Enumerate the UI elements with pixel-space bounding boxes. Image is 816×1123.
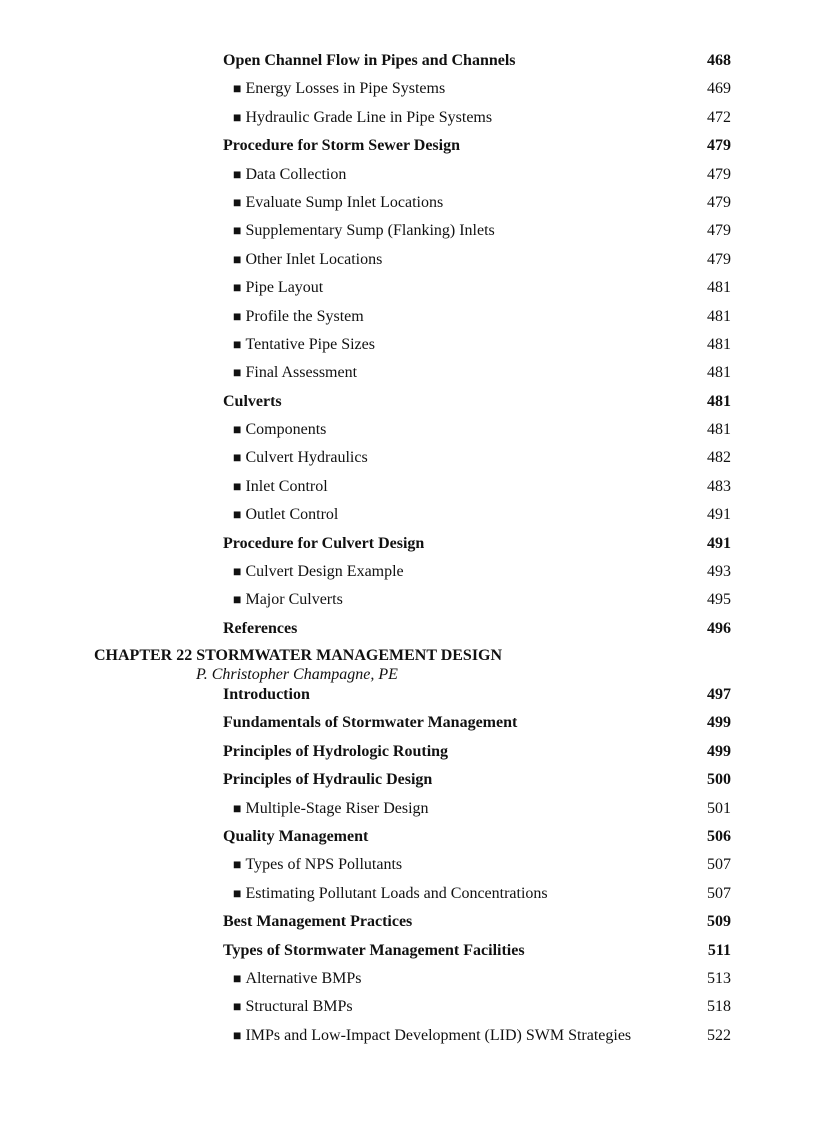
toc-entry-label: References [223,619,298,637]
bullet-icon: ■ [233,110,242,126]
toc-page-number: 501 [707,799,731,817]
toc-page-number: 481 [707,421,731,439]
toc-page-number: 495 [707,591,731,609]
toc-page-number: 481 [707,364,731,382]
toc-subsection-row [223,965,731,993]
toc-entry-label: Quality Management [223,827,369,845]
toc-page-number: 468 [707,52,731,69]
toc-entry-label: Best Management Practices [223,913,413,931]
toc-entry-label: Types of Stormwater Management Facilities [223,941,525,959]
toc-subsection-row [223,189,731,217]
toc-page-number: 522 [707,1026,731,1044]
toc-page-number: 497 [707,686,731,703]
toc-subsection-row [223,416,731,444]
toc-entry [223,303,364,332]
toc-chapter-21-entries [223,47,731,643]
toc-page-number: 479 [707,165,731,183]
toc-entry-label: Data Collection [245,165,347,183]
bullet-icon: ■ [233,195,242,211]
toc-entry-label: Evaluate Sump Inlet Locations [245,193,444,211]
toc-subsection-row [223,501,731,529]
toc-entry-label: Types of NPS Pollutants [245,856,403,874]
toc-entry [223,709,517,737]
bullet-icon: ■ [233,971,242,987]
toc-page-number: 479 [707,222,731,240]
toc-section-row [223,937,731,965]
toc-entry-label: Hydraulic Grade Line in Pipe Systems [245,108,493,126]
toc-page-number: 500 [707,771,731,789]
toc-entry [223,217,495,246]
toc-subsection-row [223,795,731,823]
toc-subsection-row [223,473,731,501]
toc-entry [223,795,429,824]
toc-entry [223,331,375,360]
toc-entry [223,189,443,218]
toc-subsection-row [223,161,731,189]
bullet-icon: ■ [233,565,242,581]
toc-entry [223,246,382,275]
toc-subsection-row [223,993,731,1021]
toc-entry-label: Principles of Hydrologic Routing [223,742,449,760]
bullet-icon: ■ [233,224,242,240]
toc-entry [223,274,323,303]
bullet-icon: ■ [233,423,242,439]
bullet-icon: ■ [233,451,242,467]
toc-entry [223,766,432,794]
toc-subsection-row [223,1022,731,1050]
toc-entry-label: Major Culverts [245,591,343,609]
toc-entry [223,132,460,160]
toc-entry-label: Supplementary Sump (Flanking) Inlets [245,222,495,240]
bullet-icon: ■ [233,82,242,98]
toc-entry [223,530,424,558]
bullet-icon: ■ [233,309,242,325]
toc-section-row [223,681,731,709]
bullet-icon: ■ [233,886,242,902]
toc-section-row [223,766,731,794]
toc-entry-label: Fundamentals of Stormwater Management [223,714,518,732]
toc-page-number: 496 [707,619,731,637]
toc-section-row [223,388,731,416]
toc-entry-label: Energy Losses in Pipe Systems [245,80,446,98]
toc-subsection-row [223,104,731,132]
toc-subsection-row [223,586,731,614]
toc-subsection-row [223,274,731,302]
toc-page-number: 499 [707,742,731,760]
toc-entry [223,104,492,133]
bullet-icon: ■ [233,801,242,817]
toc-entry-label: Culverts [223,392,282,410]
toc-section-row [223,823,731,851]
toc-page-number: 479 [707,137,731,155]
toc-page-number: 499 [707,714,731,732]
toc-entry [223,388,282,416]
toc-page-number: 481 [707,392,731,410]
toc-entry-label: Principles of Hydraulic Design [223,771,433,789]
toc-page-number: 491 [707,534,731,552]
toc-page-number: 481 [707,279,731,297]
toc-entry-label: Inlet Control [245,477,328,495]
toc-page-number: 481 [707,307,731,325]
toc-entry [223,416,326,445]
toc-entry [223,738,448,766]
toc-subsection-row [223,558,731,586]
toc-subsection-row [223,217,731,245]
toc-page-number: 491 [707,506,731,524]
toc-entry [223,501,338,530]
toc-entry-label: Pipe Layout [245,279,324,297]
toc-entry [223,558,404,587]
bullet-icon: ■ [233,366,242,382]
toc-entry [223,359,357,388]
toc-entry-label: Structural BMPs [245,998,353,1016]
bullet-icon: ■ [233,1000,242,1016]
toc-section-row [223,530,731,558]
toc-entry-label: Estimating Pollutant Loads and Concentrations [245,884,548,902]
toc-entry [223,586,343,615]
toc-entry [223,851,402,880]
toc-subsection-row [223,444,731,472]
toc-page-number: 483 [707,477,731,495]
chapter-22-heading: CHAPTER 22 STORMWATER MANAGEMENT DESIGN [94,647,503,664]
toc-entry-label: Multiple-Stage Riser Design [245,799,429,817]
bullet-icon: ■ [233,1028,242,1044]
toc-section-row [223,908,731,936]
toc-subsection-row [223,303,731,331]
toc-entry-label: Other Inlet Locations [245,250,383,268]
toc-entry-label: Final Assessment [245,364,358,382]
bullet-icon: ■ [233,337,242,353]
toc-page-number: 513 [707,969,731,987]
toc-section-row [223,709,731,737]
toc-section-row [223,132,731,160]
toc-entry-label: Culvert Hydraulics [245,449,368,467]
bullet-icon: ■ [233,167,242,183]
toc-page-number: 472 [707,108,731,126]
toc-subsection-row [223,851,731,879]
chapter-22-author: P. Christopher Champagne, PE [196,666,398,683]
toc-section-row [223,615,731,643]
toc-entry-label: Procedure for Storm Sewer Design [223,137,460,155]
toc-subsection-row [223,75,731,103]
toc-entry [223,47,516,75]
toc-page-number: 493 [707,563,731,581]
toc-page-number: 507 [707,884,731,902]
toc-subsection-row [223,359,731,387]
toc-section-row [223,47,731,75]
toc-page-number: 479 [707,250,731,268]
toc-entry-label: Procedure for Culvert Design [223,534,425,552]
bullet-icon: ■ [233,479,242,495]
toc-page-number: 482 [707,449,731,467]
toc-entry [223,615,297,643]
toc-subsection-row [223,246,731,274]
toc-page-number: 509 [707,913,731,931]
toc-page-number: 479 [707,193,731,211]
toc-entry [223,681,310,709]
bullet-icon: ■ [233,508,242,524]
toc-chapter-22-entries [223,681,731,1050]
toc-subsection-row [223,331,731,359]
toc-entry [223,823,368,851]
toc-entry [223,444,368,473]
toc-entry [223,908,412,936]
toc-entry-label: Tentative Pipe Sizes [245,335,375,353]
toc-entry [223,161,346,190]
toc-page-number: 518 [707,998,731,1016]
toc-page-number: 511 [707,941,731,959]
toc-entry-label: Alternative BMPs [245,969,362,987]
toc-section-row [223,738,731,766]
bullet-icon: ■ [233,281,242,297]
toc-entry [223,473,328,502]
toc-entry-label: Introduction [223,686,310,703]
toc-page-number: 481 [707,335,731,353]
bullet-icon: ■ [233,858,242,874]
toc-entry [223,937,525,965]
toc-entry-label: Outlet Control [245,506,339,524]
toc-entry-label: Profile the System [245,307,364,325]
toc-page-number: 469 [707,80,731,98]
toc-entry-label: Components [245,421,327,439]
toc-entry [223,993,353,1022]
toc-page-number: 507 [707,856,731,874]
toc-entry [223,965,361,994]
toc-entry [223,75,445,104]
toc-entry-label: Open Channel Flow in Pipes and Channels [223,52,516,69]
toc-entry [223,880,548,909]
toc-entry [223,1022,631,1051]
bullet-icon: ■ [233,593,242,609]
toc-subsection-row [223,880,731,908]
toc-entry-label: IMPs and Low-Impact Development (LID) SWM Strategies [245,1026,632,1044]
toc-entry-label: Culvert Design Example [245,563,404,581]
bullet-icon: ■ [233,252,242,268]
toc-page-number: 506 [707,827,731,845]
